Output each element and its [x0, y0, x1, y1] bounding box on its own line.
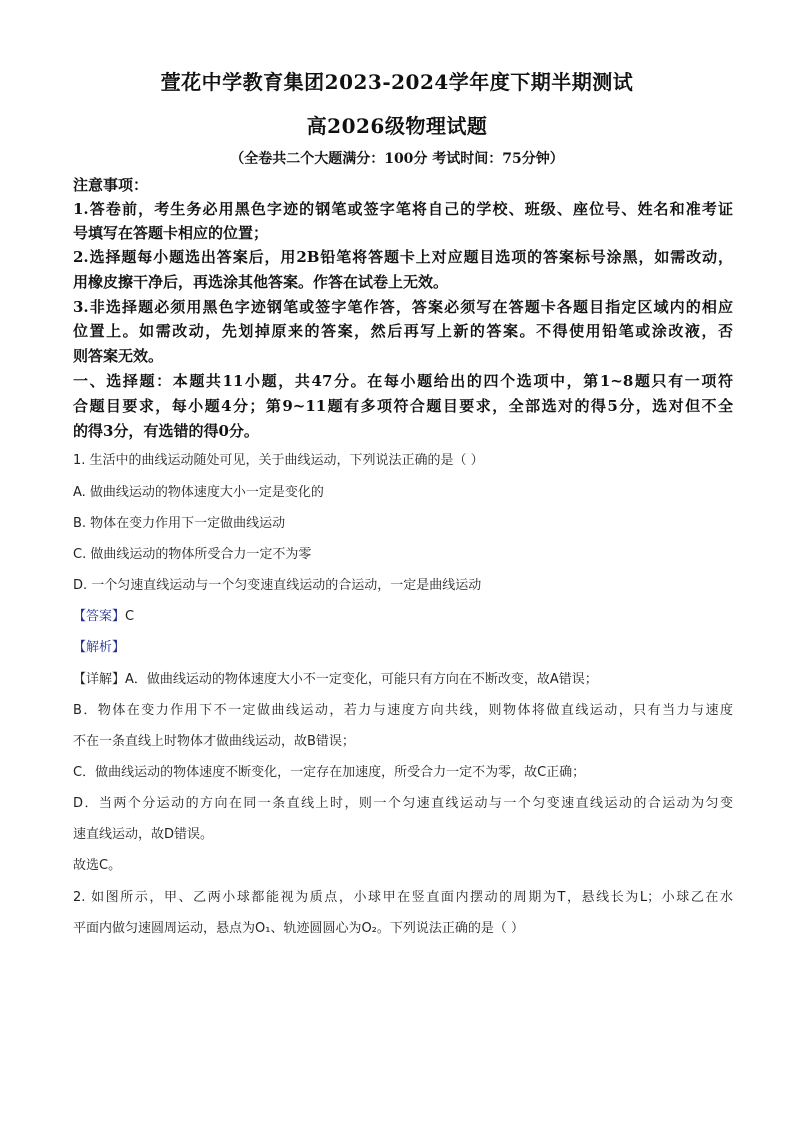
detail-line: 【详解】A．做曲线运动的物体速度大小不一定变化，可能只有方向在不断改变，故A错误；	[73, 672, 598, 687]
detail-line: 速直线运动，故D错误。	[73, 827, 214, 842]
notes-line: 1.答卷前，考生务必用黑色字迹的钢笔或签字笔将自己的学校、班级、座位号、姓名和准考证	[73, 200, 733, 218]
answer-label: 【答案】	[73, 609, 126, 624]
notes-line: 用橡皮擦干净后，再选涂其他答案。作答在试卷上无效。	[73, 273, 449, 291]
notes-line: 2.选择题每小题选出答案后，用2B铅笔将答题卡上对应题目选项的答案标号涂黑，如需改动，	[73, 248, 733, 266]
notes-line: 位置上。如需改动，先划掉原来的答案，然后再写上新的答案。不得使用铅笔或涂改液，否	[73, 322, 733, 340]
notes-line: 号填写在答题卡相应的位置；	[73, 224, 269, 242]
question-1-option-b: B. 物体在变力作用下一定做曲线运动	[73, 516, 286, 531]
exam-title: 萱花中学教育集团2023-2024学年度下期半期测试	[160, 70, 634, 94]
analysis-label: 【解析】	[73, 640, 126, 655]
exam-info: （全卷共二个大题满分：100分 考试时间：75分钟）	[230, 151, 564, 167]
question-2-stem: 2. 如图所示，甲、乙两小球都能视为质点，小球甲在竖直面内摆动的周期为T，悬线长为L；小球乙在水	[73, 890, 733, 905]
section-instructions: 一、选择题：本题共11小题，共47分。在每小题给出的四个选项中，第1~8题只有一项符	[73, 372, 733, 390]
section-instructions: 合题目要求，每小题4分；第9~11题有多项符合题目要求，全部选对的得5分，选对但不全	[73, 397, 733, 415]
detail-line: 故选C。	[73, 858, 122, 873]
question-1-option-d: D. 一个匀速直线运动与一个匀变速直线运动的合运动，一定是曲线运动	[73, 578, 482, 593]
question-1-option-c: C. 做曲线运动的物体所受合力一定不为零	[73, 547, 312, 562]
notes-heading: 注意事项：	[73, 176, 149, 194]
exam-subtitle-grade: 高2026级物理试题	[306, 114, 488, 138]
answer-value: C	[125, 609, 135, 624]
notes-line: 3.非选择题必须用黑色字迹钢笔或签字笔作答，答案必须写在答题卡各题目指定区域内的相应	[73, 298, 733, 316]
question-1-option-a: A. 做曲线运动的物体速度大小一定是变化的	[73, 485, 324, 500]
question-2-stem: 平面内做匀速圆周运动，悬点为O₁、轨迹圆圆心为O₂。下列说法正确的是（ ）	[73, 921, 525, 936]
answer-row	[73, 605, 733, 624]
detail-line: C．做曲线运动的物体速度不断变化，一定存在加速度，所受合力一定不为零，故C正确；	[73, 765, 586, 780]
section-instructions: 的得3分，有选错的得0分。	[73, 422, 259, 440]
detail-line: B．物体在变力作用下不一定做曲线运动，若力与速度方向共线，则物体将做直线运动，只有当力与速度	[73, 703, 733, 718]
question-1-stem: 1. 生活中的曲线运动随处可见，关于曲线运动，下列说法正确的是（ ）	[73, 453, 484, 468]
detail-line: 不在一条直线上时物体才做曲线运动，故B错误；	[73, 734, 355, 749]
notes-line: 则答案无效。	[73, 347, 164, 365]
detail-line: D．当两个分运动的方向在同一条直线上时，则一个匀速直线运动与一个匀变速直线运动的合运动为匀变	[73, 796, 733, 811]
